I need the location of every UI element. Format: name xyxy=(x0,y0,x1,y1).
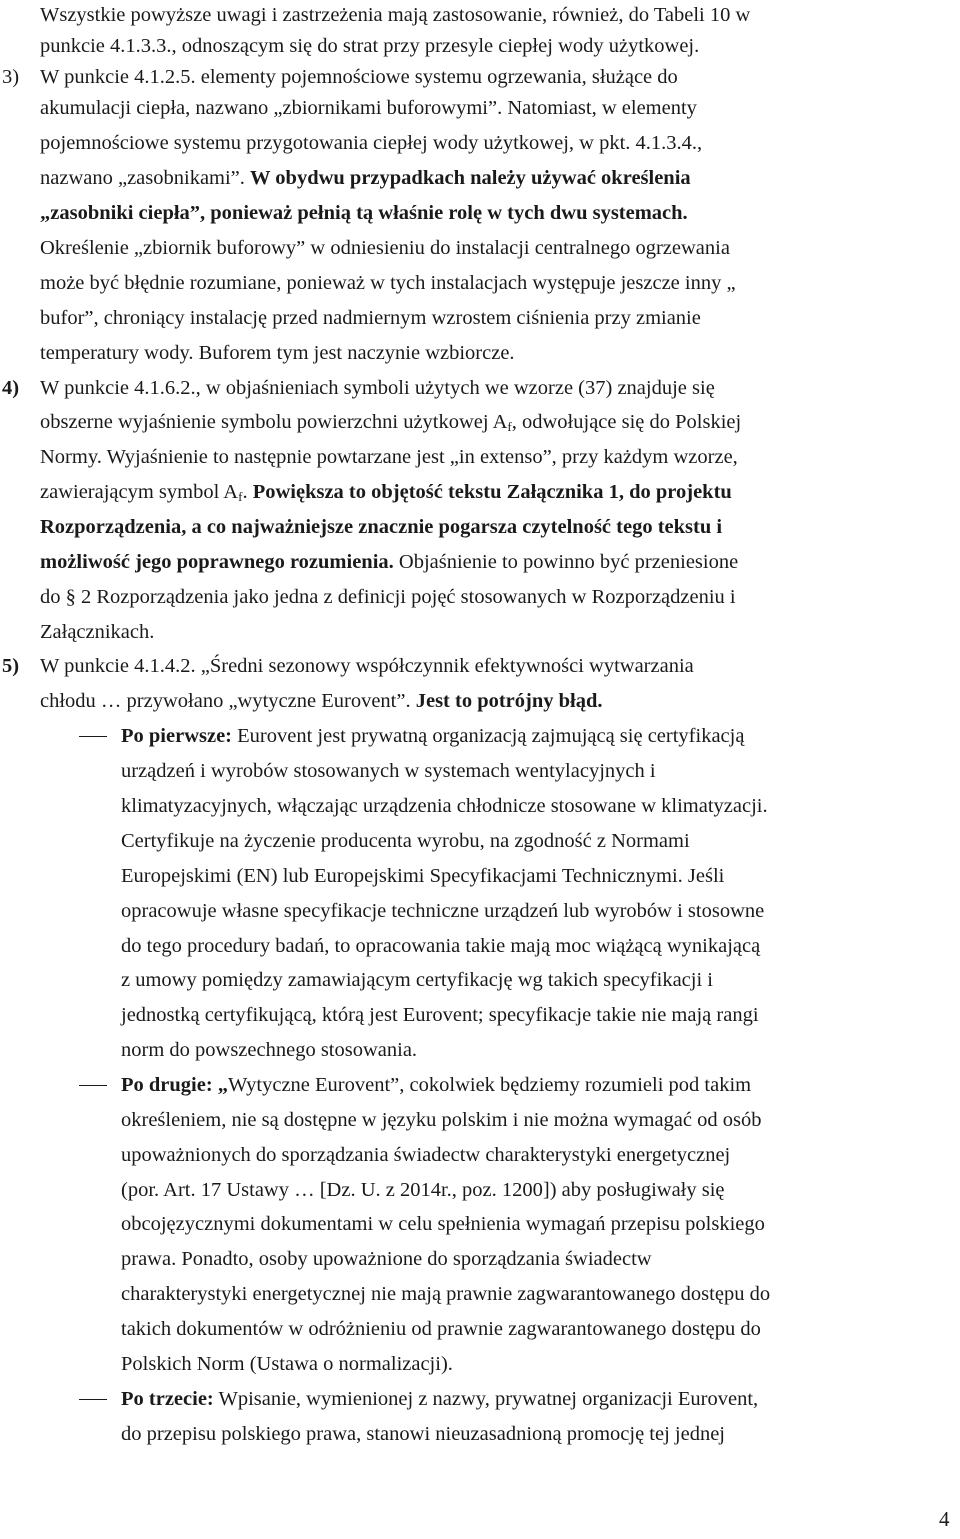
text-line: Polskich Norm (Ustawa o normalizacji). xyxy=(121,1353,453,1375)
text-line: (por. Art. 17 Ustawy … [Dz. U. z 2014r., poz. 1200]) aby posługiwały się xyxy=(121,1179,725,1201)
text-line: chłodu … przywołano „wytyczne Eurovent”. Jest to potrójny błąd. xyxy=(40,690,603,712)
text-line: pojemnościowe systemu przygotowania ciepłej wody użytkowej, w pkt. 4.1.3.4., xyxy=(40,132,703,154)
text-line: prawa. Ponadto, osoby upoważnione do sporządzania świadectw xyxy=(121,1248,652,1270)
page-number: 4 xyxy=(939,1507,950,1531)
text-line: obszerne wyjaśnienie symbolu powierzchni użytkowej $A_f$, odwołujące się do Polskiej xyxy=(40,411,742,434)
text-line: do tego procedury badań, to opracowania takie mają moc wiążącą wynikającą xyxy=(121,935,761,957)
text-line: Wszystkie powyższe uwagi i zastrzeżenia mają zastosowanie, również, do Tabeli 10 w xyxy=(40,4,751,26)
text-line: nazwano „zasobnikami”. W obydwu przypadkach należy używać określenia xyxy=(40,167,691,189)
text-line: norm do powszechnego stosowania. xyxy=(121,1039,418,1061)
text-line: temperatury wody. Buforem tym jest naczynie wzbiorcze. xyxy=(40,342,515,364)
text-line: Po pierwsze: Eurovent jest prywatną organizacją zajmującą się certyfikacją xyxy=(121,725,745,747)
dash-bullet xyxy=(79,1399,107,1400)
text-line: do przepisu polskiego prawa, stanowi nieuzasadnioną promocję tej jednej xyxy=(121,1423,725,1445)
list-item-3: 3) W punkcie 4.1.2.5. elementy pojemnościowe systemu ogrzewania, służące do xyxy=(2,66,678,88)
text-line: Certyfikuje na życzenie producenta wyrobu, na zgodność z Normami xyxy=(121,830,690,852)
text-line: charakterystyki energetycznej nie mają prawnie zagwarantowanego dostępu do xyxy=(121,1283,771,1305)
dash-bullet xyxy=(79,736,107,737)
list-item-5: 5) W punkcie 4.1.4.2. „Średni sezonowy współczynnik efektywności wytwarzania xyxy=(2,655,694,677)
text-line: bufor”, chroniący instalację przed nadmiernym wzrostem ciśnienia przy zmianie xyxy=(40,307,701,329)
text-line: punkcie 4.1.3.3., odnoszącym się do strat przy przesyle ciepłej wody użytkowej. xyxy=(40,35,700,57)
text-line: obcojęzycznymi dokumentami w celu spełnienia wymagań przepisu polskiego xyxy=(121,1213,765,1235)
text-line: urządzeń i wyrobów stosowanych w systemach wentylacyjnych i xyxy=(121,760,656,782)
text-line: Rozporządzenia, a co najważniejsze znacznie pogarsza czytelność tego tekstu i xyxy=(40,516,723,538)
list-item-4: 4) W punkcie 4.1.6.2., w objaśnieniach symboli użytych we wzorze (37) znajduje się xyxy=(2,377,715,399)
text-line: klimatyzacyjnych, włączając urządzenia chłodnicze stosowane w klimatyzacji. xyxy=(121,795,768,817)
list-number: 4) xyxy=(2,377,20,399)
text-line: Określenie „zbiornik buforowy” w odniesieniu do instalacji centralnego ogrzewania xyxy=(40,237,730,259)
text-line: Po trzecie: Wpisanie, wymienionej z nazwy, prywatnej organizacji Eurovent, xyxy=(121,1388,759,1410)
list-number: 5) xyxy=(2,655,20,677)
text-line: określeniem, nie są dostępne w języku polskim i nie można wymagać od osób xyxy=(121,1109,762,1131)
text-line: upoważnionych do sporządzania świadectw charakterystyki energetycznej xyxy=(121,1144,731,1166)
text-line: Normy. Wyjaśnienie to następnie powtarzane jest „in extenso”, przy każdym wzorze, xyxy=(40,446,738,468)
text-line: akumulacji ciepła, nazwano „zbiornikami buforowymi”. Natomiast, w elementy xyxy=(40,97,697,119)
text-line: do § 2 Rozporządzenia jako jedna z definicji pojęć stosowanych w Rozporządzeniu i xyxy=(40,586,736,608)
text-line: może być błędnie rozumiane, ponieważ w tych instalacjach występuje jeszcze inny „ xyxy=(40,272,736,294)
text-line: jednostką certyfikującą, którą jest Eurovent; specyfikacje takie nie mają rangi xyxy=(121,1004,759,1026)
text-line: takich dokumentów w odróżnieniu od prawnie zagwarantowanego dostępu do xyxy=(121,1318,761,1340)
text-line: Europejskimi (EN) lub Europejskimi Specyfikacjami Technicznymi. Jeśli xyxy=(121,865,725,887)
text-line: Załącznikach. xyxy=(40,621,155,643)
dash-bullet xyxy=(79,1085,107,1086)
text-line: „zasobniki ciepła”, ponieważ pełnią tą właśnie rolę w tych dwu systemach. xyxy=(40,202,688,224)
text-line: zawierającym symbol $A_f$. Powiększa to objętość tekstu Załącznika 1, do projektu xyxy=(40,481,732,504)
text-line: możliwość jego poprawnego rozumienia. Objaśnienie to powinno być przeniesione xyxy=(40,551,739,573)
list-number: 3) xyxy=(2,66,20,88)
text-line: z umowy pomiędzy zamawiającym certyfikację wg takich specyfikacji i xyxy=(121,969,713,991)
text-line: Po drugie: „Wytyczne Eurovent”, cokolwiek będziemy rozumieli pod takim xyxy=(121,1074,752,1096)
text-line: opracowuje własne specyfikacje techniczne urządzeń lub wyrobów i stosowne xyxy=(121,900,765,922)
